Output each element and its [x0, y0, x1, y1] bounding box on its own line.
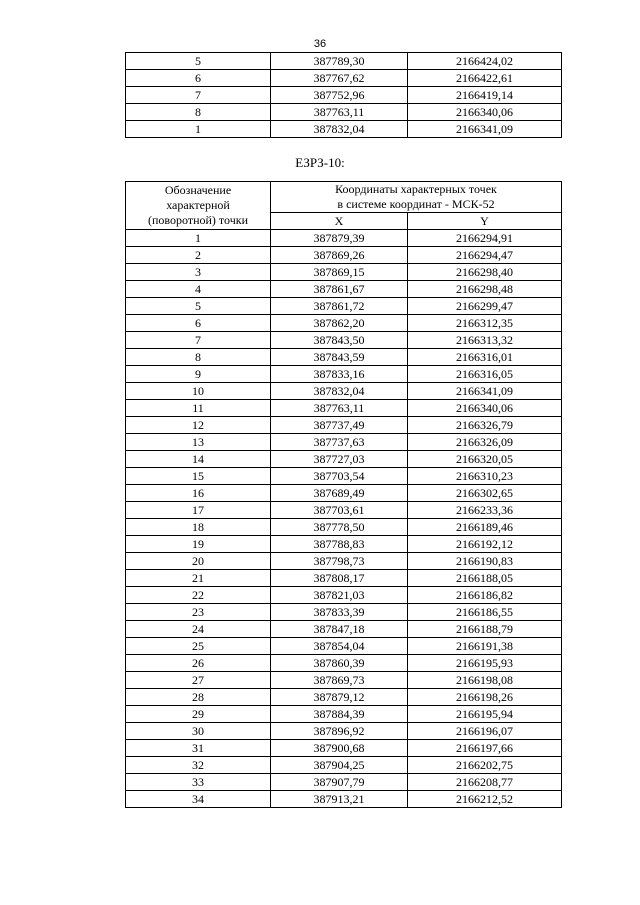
cell-y: 2166313,32: [408, 332, 562, 349]
cell-y: 2166294,47: [408, 247, 562, 264]
header-line: Координаты характерных точек: [335, 182, 497, 196]
cell-point-number: 10: [126, 383, 271, 400]
cell-x: 387879,12: [271, 689, 408, 706]
cell-point-number: 9: [126, 366, 271, 383]
cell-point-number: 19: [126, 536, 271, 553]
cell-point-number: 15: [126, 468, 271, 485]
cell-point-number: 21: [126, 570, 271, 587]
table-header: [126, 182, 562, 230]
cell-point-number: 29: [126, 706, 271, 723]
cell-y: 2166316,01: [408, 349, 562, 366]
cell-point-number: 18: [126, 519, 271, 536]
table-row: [126, 740, 562, 757]
cell-y: 2166195,94: [408, 706, 562, 723]
table-row: [126, 417, 562, 434]
cell-x: 387869,26: [271, 247, 408, 264]
cell-y: 2166310,23: [408, 468, 562, 485]
cell-y: 2166192,12: [408, 536, 562, 553]
cell-point-number: 25: [126, 638, 271, 655]
table-row: [126, 349, 562, 366]
page-number: 36: [313, 38, 327, 50]
cell-point-number: 5: [126, 53, 271, 70]
cell-x: 387833,39: [271, 604, 408, 621]
table-row: [126, 70, 562, 87]
cell-point-number: 23: [126, 604, 271, 621]
table-body: [126, 230, 562, 808]
cell-point-number: 17: [126, 502, 271, 519]
table-row: [126, 570, 562, 587]
cell-x: 387869,73: [271, 672, 408, 689]
cell-point-number: 22: [126, 587, 271, 604]
table-row: [126, 706, 562, 723]
cell-y: 2166340,06: [408, 400, 562, 417]
cell-x: 387907,79: [271, 774, 408, 791]
table-row: [126, 104, 562, 121]
table-row: [126, 87, 562, 104]
cell-x: 387778,50: [271, 519, 408, 536]
cell-y: 2166340,06: [408, 104, 562, 121]
cell-y: 2166419,14: [408, 87, 562, 104]
table-row: [126, 281, 562, 298]
cell-y: 2166320,05: [408, 451, 562, 468]
header-line: в системе координат - МСК-52: [337, 197, 495, 211]
cell-point-number: 8: [126, 349, 271, 366]
cell-point-number: 5: [126, 298, 271, 315]
cell-y: 2166191,38: [408, 638, 562, 655]
table-row: [126, 689, 562, 706]
cell-y: 2166312,35: [408, 315, 562, 332]
cell-y: 2166188,79: [408, 621, 562, 638]
cell-x: 387843,50: [271, 332, 408, 349]
cell-x: 387767,62: [271, 70, 408, 87]
coordinates-table-continued: [125, 52, 562, 138]
cell-x: 387862,20: [271, 315, 408, 332]
cell-x: 387896,92: [271, 723, 408, 740]
cell-point-number: 32: [126, 757, 271, 774]
table-row: [126, 230, 562, 247]
cell-point-number: 30: [126, 723, 271, 740]
table-row: [126, 621, 562, 638]
cell-y: 2166233,36: [408, 502, 562, 519]
cell-x: 387843,59: [271, 349, 408, 366]
table-row: [126, 400, 562, 417]
table-row: [126, 315, 562, 332]
table-body: [126, 53, 562, 138]
table-row: [126, 485, 562, 502]
cell-point-number: 12: [126, 417, 271, 434]
cell-x: 387833,16: [271, 366, 408, 383]
cell-point-number: 33: [126, 774, 271, 791]
cell-point-number: 26: [126, 655, 271, 672]
cell-x: 387789,30: [271, 53, 408, 70]
header-x: X: [271, 213, 408, 230]
cell-x: 387808,17: [271, 570, 408, 587]
cell-y: 2166186,55: [408, 604, 562, 621]
cell-y: 2166188,05: [408, 570, 562, 587]
cell-point-number: 14: [126, 451, 271, 468]
cell-x: 387900,68: [271, 740, 408, 757]
cell-y: 2166208,77: [408, 774, 562, 791]
cell-point-number: 4: [126, 281, 271, 298]
cell-y: 2166302,65: [408, 485, 562, 502]
cell-x: 387763,11: [271, 104, 408, 121]
cell-point-number: 27: [126, 672, 271, 689]
cell-y: 2166189,46: [408, 519, 562, 536]
cell-x: 387860,39: [271, 655, 408, 672]
cell-point-number: 7: [126, 87, 271, 104]
table-row: [126, 791, 562, 808]
cell-point-number: 24: [126, 621, 271, 638]
table-row: [126, 502, 562, 519]
cell-x: 387752,96: [271, 87, 408, 104]
cell-point-number: 2: [126, 247, 271, 264]
cell-y: 2166299,47: [408, 298, 562, 315]
cell-y: 2166198,08: [408, 672, 562, 689]
section-title: ЕЗРЗ-10:: [295, 155, 345, 170]
cell-y: 2166294,91: [408, 230, 562, 247]
cell-point-number: 7: [126, 332, 271, 349]
header-point-designation: [126, 182, 271, 230]
cell-point-number: 13: [126, 434, 271, 451]
cell-x: 387788,83: [271, 536, 408, 553]
cell-y: 2166326,09: [408, 434, 562, 451]
table-row: [126, 366, 562, 383]
header-y: Y: [408, 213, 562, 230]
table-row: [126, 264, 562, 281]
header-coordinates-group: [271, 182, 562, 213]
table-row: [126, 332, 562, 349]
cell-x: 387689,49: [271, 485, 408, 502]
table-row: [126, 655, 562, 672]
cell-y: 2166298,48: [408, 281, 562, 298]
cell-x: 387737,63: [271, 434, 408, 451]
header-line: (поворотной) точки: [148, 213, 248, 227]
coordinates-table: [125, 181, 562, 808]
table-row: [126, 774, 562, 791]
table-row: [126, 723, 562, 740]
cell-point-number: 34: [126, 791, 271, 808]
table-row: [126, 536, 562, 553]
cell-point-number: 6: [126, 70, 271, 87]
table-row: [126, 604, 562, 621]
cell-x: 387832,04: [271, 121, 408, 138]
cell-y: 2166341,09: [408, 121, 562, 138]
cell-y: 2166198,26: [408, 689, 562, 706]
cell-y: 2166341,09: [408, 383, 562, 400]
cell-point-number: 28: [126, 689, 271, 706]
cell-x: 387884,39: [271, 706, 408, 723]
header-line: характерной: [166, 198, 230, 212]
cell-point-number: 1: [126, 121, 271, 138]
cell-y: 2166326,79: [408, 417, 562, 434]
cell-x: 387763,11: [271, 400, 408, 417]
cell-x: 387821,03: [271, 587, 408, 604]
cell-point-number: 31: [126, 740, 271, 757]
table-row: [126, 451, 562, 468]
cell-x: 387854,04: [271, 638, 408, 655]
cell-y: 2166212,52: [408, 791, 562, 808]
cell-point-number: 8: [126, 104, 271, 121]
cell-point-number: 3: [126, 264, 271, 281]
cell-x: 387832,04: [271, 383, 408, 400]
table-row: [126, 298, 562, 315]
cell-point-number: 16: [126, 485, 271, 502]
cell-y: 2166197,66: [408, 740, 562, 757]
table-row: [126, 121, 562, 138]
cell-x: 387861,72: [271, 298, 408, 315]
table-row: [126, 757, 562, 774]
table-row: [126, 519, 562, 536]
cell-x: 387737,49: [271, 417, 408, 434]
cell-y: 2166316,05: [408, 366, 562, 383]
cell-y: 2166298,40: [408, 264, 562, 281]
table-row: [126, 553, 562, 570]
cell-y: 2166195,93: [408, 655, 562, 672]
cell-x: 387703,54: [271, 468, 408, 485]
cell-x: 387798,73: [271, 553, 408, 570]
table-row: [126, 434, 562, 451]
header-line: Обозначение: [164, 183, 232, 197]
cell-point-number: 1: [126, 230, 271, 247]
cell-y: 2166424,02: [408, 53, 562, 70]
cell-y: 2166202,75: [408, 757, 562, 774]
cell-point-number: 20: [126, 553, 271, 570]
cell-point-number: 6: [126, 315, 271, 332]
table-row: [126, 672, 562, 689]
table-row: [126, 247, 562, 264]
cell-x: 387913,21: [271, 791, 408, 808]
cell-x: 387861,67: [271, 281, 408, 298]
cell-y: 2166196,07: [408, 723, 562, 740]
table-row: [126, 468, 562, 485]
cell-y: 2166422,61: [408, 70, 562, 87]
cell-x: 387904,25: [271, 757, 408, 774]
table-row: [126, 638, 562, 655]
cell-point-number: 11: [126, 400, 271, 417]
cell-x: 387879,39: [271, 230, 408, 247]
cell-x: 387727,03: [271, 451, 408, 468]
cell-y: 2166190,83: [408, 553, 562, 570]
cell-y: 2166186,82: [408, 587, 562, 604]
table-row: [126, 587, 562, 604]
table-row: [126, 383, 562, 400]
table-row: [126, 53, 562, 70]
cell-x: 387847,18: [271, 621, 408, 638]
cell-x: 387869,15: [271, 264, 408, 281]
cell-x: 387703,61: [271, 502, 408, 519]
